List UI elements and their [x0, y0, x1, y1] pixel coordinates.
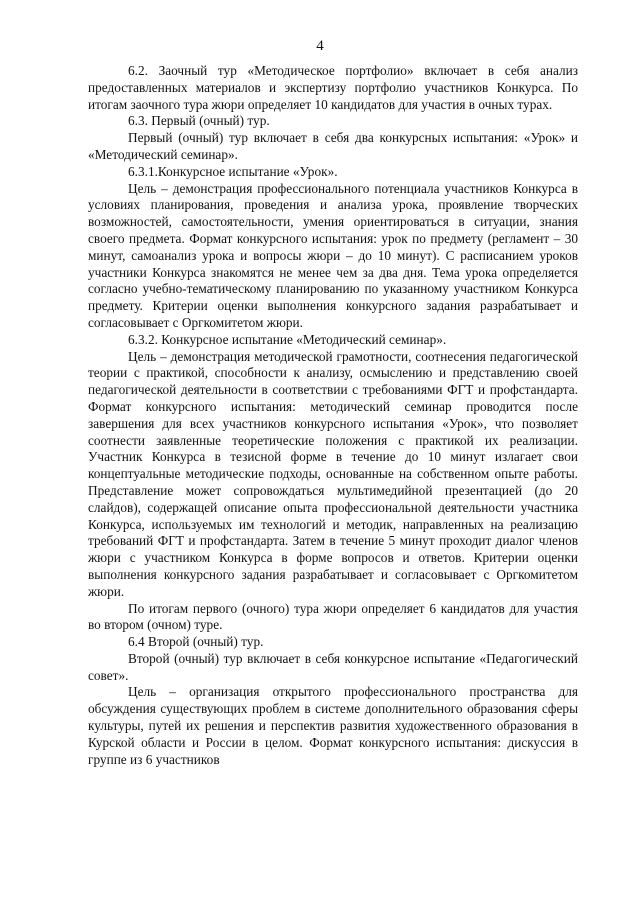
paragraph-seminar-goal: Цель – демонстрация методической грамотности, соотнесения педагогической теории с практикой, способности к анализу, осмыслению и представлению своей педагогической деятельности в соответствии с требованиями ФГТ и профстандарта. Формат конкурсного испытания: методический семинар проводится после завершения для всех участников конкурсного испытания «Урок», что позволяет соотнести заявленные теоретические положения с практикой их реализации. Участник Конкурса в тезисной форме в течение до 10 минут излагает свои концептуальные методические подходы, основанные на собственном опыте работы. Представление может сопровождаться мультимедийной презентацией (до 20 слайдов), содержащей описание опыта профессиональной деятельности участника Конкурса, используемых им технологий и методик, направленных на реализацию требований ФГТ и профстандарта. Затем в течение 5 минут проходит диалог членов жюри с участником Конкурса в форме вопросов и ответов. Критерии оценки выполнения конкурсного задания разрабатывает и согласовывает с Оргкомитетом жюри. [88, 348, 578, 599]
paragraph-second-round: Второй (очный) тур включает в себя конкурсное испытание «Педагогический совет». [88, 650, 578, 683]
paragraph-6-2: 6.2. Заочный тур «Методическое портфолио» включает в себя анализ предоставленных материалов и экспертизу портфолио участников Конкурса. По итогам заочного тура жюри определяет 10 кандидатов для участия в очных турах. [88, 63, 578, 112]
heading-6-3-1: 6.3.1.Конкурсное испытание «Урок». [128, 163, 338, 179]
page-number: 4 [316, 38, 324, 54]
document-body [88, 63, 578, 768]
heading-6-4: 6.4 Второй (очный) тур. [128, 634, 264, 650]
paragraph-first-round: Первый (очный) тур включает в себя два конкурсных испытания: «Урок» и «Методический семинар». [88, 130, 578, 162]
heading-6-3-2: 6.3.2. Конкурсное испытание «Методический семинар». [128, 331, 447, 347]
paragraph-council-goal: Цель – организация открытого профессионального пространства для обсуждения существующих проблем в системе дополнительного образования сферы культуры, путей их решения и перспектив развития художественного образования в Курской области и России в целом. Формат конкурсного испытания: дискуссия в группе из 6 участников [88, 684, 578, 767]
heading-6-3: 6.3. Первый (очный) тур. [128, 113, 270, 129]
paragraph-lesson-goal: Цель – демонстрация профессионального потенциала участников Конкурса в условиях планирования, проведения и анализа урока, проявление творческих возможностей, самостоятельности, умения ориентироваться в ситуации, знания своего предмета. Формат конкурсного испытания: урок по предмету (регламент – 30 минут, самоанализ урока и вопросы жюри – до 10 минут). С расписанием уроков участники Конкурса знакомятся не менее чем за два дня. Тема урока определяется согласно учебно-тематическому планированию по указанному участником Конкурса предмету. Критерии оценки выполнения конкурсного задания разрабатывает и согласовывает с Оргкомитетом жюри. [88, 180, 578, 330]
paragraph-first-round-results: По итогам первого (очного) тура жюри определяет 6 кандидатов для участия во втором (очном) туре. [88, 600, 578, 633]
